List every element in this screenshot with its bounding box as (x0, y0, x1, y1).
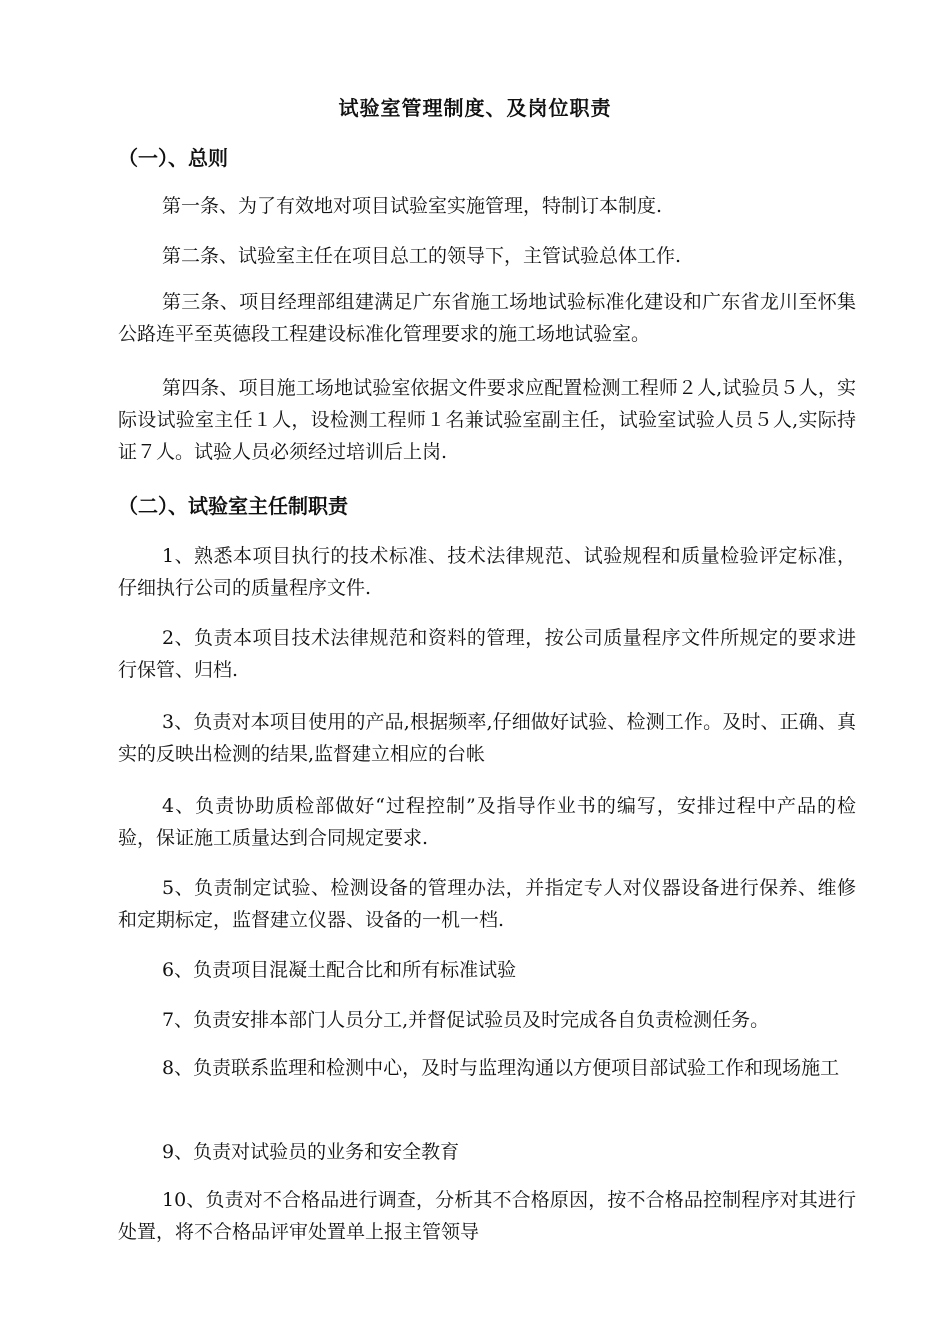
section-heading-general: （一）、总则 (118, 146, 228, 170)
paragraph-duty-3: 3、负责对本项目使用的产品,根据频率,仔细做好试验、检测工作。及时、正确、真实的反映出检测的结果,监督建立相应的台帐 (118, 711, 856, 765)
paragraph-duty-6: 6、负责项目混凝土配合比和所有标准试验 (162, 959, 517, 981)
paragraph-duty-7: 7、负责安排本部门人员分工,并督促试验员及时完成各自负责检测任务。 (162, 1009, 770, 1031)
paragraph-duty-8: 8、负责联系监理和检测中心，及时与监理沟通以方便项目部试验工作和现场施工 (162, 1057, 840, 1079)
paragraph-duty-10: 10、负责对不合格品进行调查，分析其不合格原因，按不合格品控制程序对其进行处置，将不合格品评审处置单上报主管领导 (118, 1189, 856, 1243)
section-heading-director-duties: （二）、试验室主任制职责 (118, 494, 348, 518)
paragraph-duty-4: 4、负责协助质检部做好“过程控制”及指导作业书的编写，安排过程中产品的检验，保证施工质量达到合同规定要求. (118, 795, 856, 849)
paragraph-duty-2: 2、负责本项目技术法律规范和资料的管理，按公司质量程序文件所规定的要求进行保管、归档. (118, 627, 856, 681)
paragraph-duty-9: 9、负责对试验员的业务和安全教育 (162, 1141, 460, 1163)
paragraph-article-4: 第四条、项目施工场地试验室依据文件要求应配置检测工程师２人,试验员５人，实际设试验室主任１人，设检测工程师１名兼试验室副主任，试验室试验人员５人,实际持证７人。试验人员必须经过培训后上岗. (118, 377, 856, 463)
paragraph-article-1: 第一条、为了有效地对项目试验室实施管理，特制订本制度. (162, 195, 663, 217)
paragraph-duty-1: 1、熟悉本项目执行的技术标准、技术法律规范、试验规程和质量检验评定标准，仔细执行公司的质量程序文件. (118, 545, 856, 599)
paragraph-duty-5: 5、负责制定试验、检测设备的管理办法，并指定专人对仪器设备进行保养、维修和定期标定，监督建立仪器、设备的一机一档. (118, 877, 856, 931)
document-title: 试验室管理制度、及岗位职责 (338, 96, 612, 120)
paragraph-article-3: 第三条、项目经理部组建满足广东省施工场地试验标准化建设和广东省龙川至怀集公路连平至英德段工程建设标准化管理要求的施工场地试验室。 (118, 291, 856, 345)
paragraph-article-2: 第二条、试验室主任在项目总工的领导下，主管试验总体工作. (162, 245, 682, 267)
